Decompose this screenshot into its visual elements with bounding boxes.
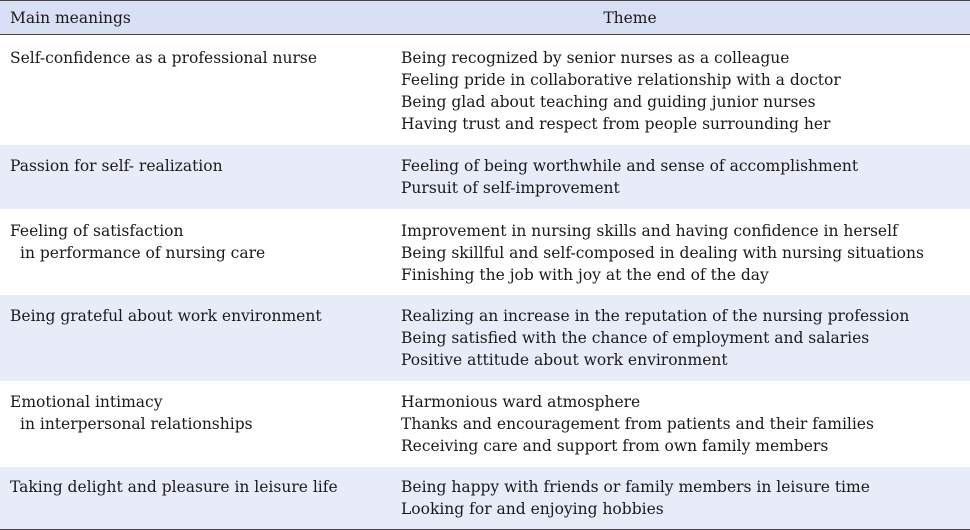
theme-text: Being happy with friends or family members in leisure time xyxy=(401,478,870,496)
meaning-text: Feeling of satisfaction xyxy=(10,222,184,240)
theme-text: Feeling of being worthwhile and sense of accomplishment xyxy=(401,157,859,175)
header-main-meanings: Main meanings xyxy=(10,8,131,27)
meaning-cell xyxy=(0,391,390,467)
theme-text: Realizing an increase in the reputation of the nursing profession xyxy=(401,307,910,325)
table-row xyxy=(0,209,970,295)
meaning-cell xyxy=(0,47,390,145)
meaning-cell xyxy=(0,305,390,381)
theme-text: Receiving care and support from own family members xyxy=(401,437,829,455)
themes-cell xyxy=(390,476,970,529)
theme-text: Improvement in nursing skills and having confidence in herself xyxy=(401,222,898,240)
theme-text: Pursuit of self-improvement xyxy=(401,179,620,197)
theme-text: Finishing the job with joy at the end of the day xyxy=(401,266,769,284)
meaning-text: Emotional intimacy xyxy=(10,393,163,411)
theme-text: Being recognized by senior nurses as a colleague xyxy=(401,49,790,67)
meaning-cell xyxy=(0,476,390,529)
meaning-cell xyxy=(0,155,390,209)
theme-text: Positive attitude about work environment xyxy=(401,351,728,369)
theme-text: Being glad about teaching and guiding junior nurses xyxy=(401,93,816,111)
themes-cell xyxy=(390,47,970,145)
theme-text: Looking for and enjoying hobbies xyxy=(401,500,664,518)
themes-cell xyxy=(390,155,970,209)
table-header xyxy=(0,1,970,35)
theme-text: Being satisfied with the chance of employment and salaries xyxy=(401,329,870,347)
meaning-text: Passion for self- realization xyxy=(10,157,223,175)
theme-text: Feeling pride in collaborative relationship with a doctor xyxy=(401,71,841,89)
themes-cell xyxy=(390,391,970,467)
theme-text: Having trust and respect from people surrounding her xyxy=(401,115,831,133)
header-theme: Theme xyxy=(603,8,657,27)
theme-text: Harmonious ward atmosphere xyxy=(401,393,641,411)
table-row xyxy=(0,35,970,145)
table-row xyxy=(0,295,970,381)
meaning-text: Self-confidence as a professional nurse xyxy=(10,49,318,67)
themes-cell xyxy=(390,220,970,295)
meaning-text: Being grateful about work environment xyxy=(10,307,322,325)
meaning-text: in interpersonal relationships xyxy=(20,415,253,433)
theme-text: Being skillful and self-composed in dealing with nursing situations xyxy=(401,244,924,262)
table-row xyxy=(0,145,970,209)
theme-text: Thanks and encouragement from patients and their families xyxy=(401,415,874,433)
meaning-cell xyxy=(0,220,390,295)
table-row xyxy=(0,467,970,529)
themes-cell xyxy=(390,305,970,381)
meaning-text: in performance of nursing care xyxy=(20,244,266,262)
meaning-text: Taking delight and pleasure in leisure life xyxy=(10,478,338,496)
table-row xyxy=(0,381,970,467)
